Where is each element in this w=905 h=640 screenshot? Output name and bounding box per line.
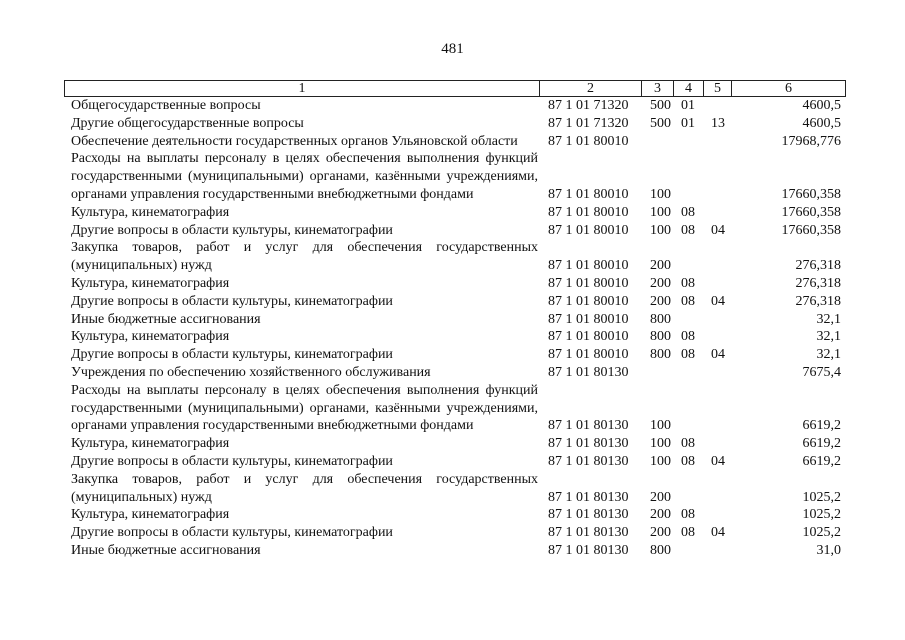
row-col-3: 500 bbox=[650, 98, 671, 113]
row-amount: 1025,2 bbox=[802, 507, 841, 523]
row-name: Культура, кинематография bbox=[71, 275, 230, 291]
row-code: 87 1 01 80130 bbox=[548, 507, 629, 523]
row-name: Культура, кинематография bbox=[71, 329, 230, 345]
row-code: 87 1 01 80130 bbox=[548, 418, 629, 434]
row-code: 87 1 01 80010 bbox=[548, 222, 629, 238]
header-col-1: 1 bbox=[298, 81, 306, 96]
row-col-3: 200 bbox=[650, 275, 671, 291]
table-row bbox=[0, 204, 905, 222]
row-code: 87 1 01 80130 bbox=[548, 453, 629, 469]
row-col-3: 800 bbox=[650, 542, 671, 558]
row-code: 87 1 01 80130 bbox=[548, 525, 629, 541]
table-row bbox=[0, 364, 905, 382]
row-col-4: 08 bbox=[681, 507, 695, 523]
row-amount: 32,1 bbox=[816, 347, 841, 363]
row-col-3: 200 bbox=[650, 258, 671, 274]
row-amount: 6619,2 bbox=[802, 453, 841, 469]
table-row bbox=[0, 328, 905, 346]
row-name: Иные бюджетные ассигнования bbox=[71, 311, 261, 327]
row-col-5: 04 bbox=[711, 293, 725, 309]
row-code: 87 1 01 71320 bbox=[548, 115, 629, 131]
row-amount: 17660,358 bbox=[781, 186, 841, 202]
row-col-4: 08 bbox=[681, 453, 695, 469]
table-row bbox=[0, 542, 905, 560]
table-row bbox=[0, 524, 905, 542]
row-code: 87 1 01 80010 bbox=[548, 133, 629, 149]
row-col-5: 04 bbox=[711, 222, 725, 238]
row-name: Культура, кинематография bbox=[71, 204, 230, 220]
table-row bbox=[0, 293, 905, 311]
row-col-3: 200 bbox=[650, 489, 671, 505]
row-name: Культура, кинематография bbox=[71, 507, 230, 523]
row-name: Обеспечение деятельности государственных органов Ульяновской области bbox=[71, 133, 518, 149]
row-code: 87 1 01 80010 bbox=[548, 347, 629, 363]
row-code: 87 1 01 80130 bbox=[548, 489, 629, 505]
row-code: 87 1 01 80010 bbox=[548, 329, 629, 345]
row-col-5: 13 bbox=[711, 115, 725, 131]
row-name: Закупка товаров, работ и услуг для обеспечения государственных (муниципальных) нужд bbox=[71, 471, 538, 505]
row-col-4: 08 bbox=[681, 222, 695, 238]
table-row bbox=[0, 239, 905, 275]
row-col-5: 04 bbox=[711, 525, 725, 541]
header-col-2: 2 bbox=[539, 81, 641, 96]
table-row bbox=[0, 435, 905, 453]
table-row bbox=[0, 275, 905, 293]
row-col-3: 100 bbox=[650, 453, 671, 469]
row-code: 87 1 01 80010 bbox=[548, 258, 629, 274]
row-col-4: 01 bbox=[681, 98, 695, 113]
row-col-4: 08 bbox=[681, 347, 695, 363]
header-col-5: 5 bbox=[703, 81, 731, 96]
row-amount: 6619,2 bbox=[802, 436, 841, 452]
table-row bbox=[0, 346, 905, 364]
row-col-4: 08 bbox=[681, 329, 695, 345]
row-col-4: 08 bbox=[681, 275, 695, 291]
row-amount: 32,1 bbox=[816, 329, 841, 345]
header-col-4: 4 bbox=[673, 81, 703, 96]
table-body bbox=[0, 97, 905, 560]
table-row bbox=[0, 150, 905, 203]
table-row bbox=[0, 453, 905, 471]
row-name: Другие общегосударственные вопросы bbox=[71, 115, 304, 131]
row-col-4: 08 bbox=[681, 525, 695, 541]
row-amount: 6619,2 bbox=[802, 418, 841, 434]
row-col-4: 08 bbox=[681, 204, 695, 220]
row-col-3: 500 bbox=[650, 115, 671, 131]
header-col-3: 3 bbox=[641, 81, 673, 96]
row-amount: 17968,776 bbox=[781, 133, 841, 149]
table-row bbox=[0, 506, 905, 524]
table-header bbox=[64, 80, 846, 97]
row-name: Другие вопросы в области культуры, кинематографии bbox=[71, 293, 393, 309]
row-name: Общегосударственные вопросы bbox=[71, 98, 261, 113]
table-row bbox=[0, 471, 905, 507]
row-amount: 4600,5 bbox=[802, 115, 841, 131]
row-col-3: 100 bbox=[650, 222, 671, 238]
row-col-4: 08 bbox=[681, 436, 695, 452]
row-name: Учреждения по обеспечению хозяйственного обслуживания bbox=[71, 364, 431, 380]
row-col-3: 800 bbox=[650, 347, 671, 363]
table-row bbox=[0, 382, 905, 435]
row-code: 87 1 01 80010 bbox=[548, 186, 629, 202]
row-amount: 17660,358 bbox=[781, 222, 841, 238]
row-name: Другие вопросы в области культуры, кинематографии bbox=[71, 222, 393, 238]
table-row bbox=[0, 133, 905, 151]
row-code: 87 1 01 80130 bbox=[548, 542, 629, 558]
row-col-5: 04 bbox=[711, 453, 725, 469]
table-row bbox=[0, 97, 905, 115]
row-name: Расходы на выплаты персоналу в целях обеспечения выполнения функций государственными (муниципальными) органами, казёнными учреждениями, органами управления государственными внебюджетными фондами bbox=[71, 382, 538, 434]
row-amount: 276,318 bbox=[795, 275, 841, 291]
row-amount: 1025,2 bbox=[802, 525, 841, 541]
row-col-3: 100 bbox=[650, 436, 671, 452]
row-col-3: 200 bbox=[650, 507, 671, 523]
row-amount: 17660,358 bbox=[781, 204, 841, 220]
row-name: Другие вопросы в области культуры, кинематографии bbox=[71, 525, 393, 541]
row-col-3: 100 bbox=[650, 418, 671, 434]
row-code: 87 1 01 80010 bbox=[548, 311, 629, 327]
row-code: 87 1 01 80010 bbox=[548, 204, 629, 220]
table-row bbox=[0, 311, 905, 329]
table-row bbox=[0, 115, 905, 133]
row-code: 87 1 01 80010 bbox=[548, 275, 629, 291]
row-name: Расходы на выплаты персоналу в целях обеспечения выполнения функций государственными (муниципальными) органами, казёнными учреждениями, органами управления государственными внебюджетными фондами bbox=[71, 151, 538, 202]
row-code: 87 1 01 80010 bbox=[548, 293, 629, 309]
table-row bbox=[0, 222, 905, 240]
row-name: Закупка товаров, работ и услуг для обеспечения государственных (муниципальных) нужд bbox=[71, 240, 538, 274]
row-col-4: 01 bbox=[681, 115, 695, 131]
header-col-6: 6 bbox=[731, 81, 845, 96]
row-code: 87 1 01 80130 bbox=[548, 436, 629, 452]
row-name: Культура, кинематография bbox=[71, 436, 230, 452]
row-col-3: 200 bbox=[650, 525, 671, 541]
row-col-5: 04 bbox=[711, 347, 725, 363]
row-amount: 32,1 bbox=[816, 311, 841, 327]
row-amount: 1025,2 bbox=[802, 489, 841, 505]
row-name: Другие вопросы в области культуры, кинематографии bbox=[71, 347, 393, 363]
row-amount: 276,318 bbox=[795, 293, 841, 309]
row-amount: 7675,4 bbox=[802, 364, 841, 380]
row-amount: 276,318 bbox=[795, 258, 841, 274]
row-col-3: 800 bbox=[650, 311, 671, 327]
row-name: Другие вопросы в области культуры, кинематографии bbox=[71, 453, 393, 469]
row-name: Иные бюджетные ассигнования bbox=[71, 542, 261, 558]
row-col-3: 100 bbox=[650, 186, 671, 202]
row-col-3: 200 bbox=[650, 293, 671, 309]
row-col-3: 100 bbox=[650, 204, 671, 220]
page-number: 481 bbox=[441, 41, 464, 57]
row-code: 87 1 01 80130 bbox=[548, 364, 629, 380]
row-col-4: 08 bbox=[681, 293, 695, 309]
row-amount: 4600,5 bbox=[802, 98, 841, 113]
row-code: 87 1 01 71320 bbox=[548, 98, 629, 113]
row-amount: 31,0 bbox=[816, 542, 841, 558]
row-col-3: 800 bbox=[650, 329, 671, 345]
